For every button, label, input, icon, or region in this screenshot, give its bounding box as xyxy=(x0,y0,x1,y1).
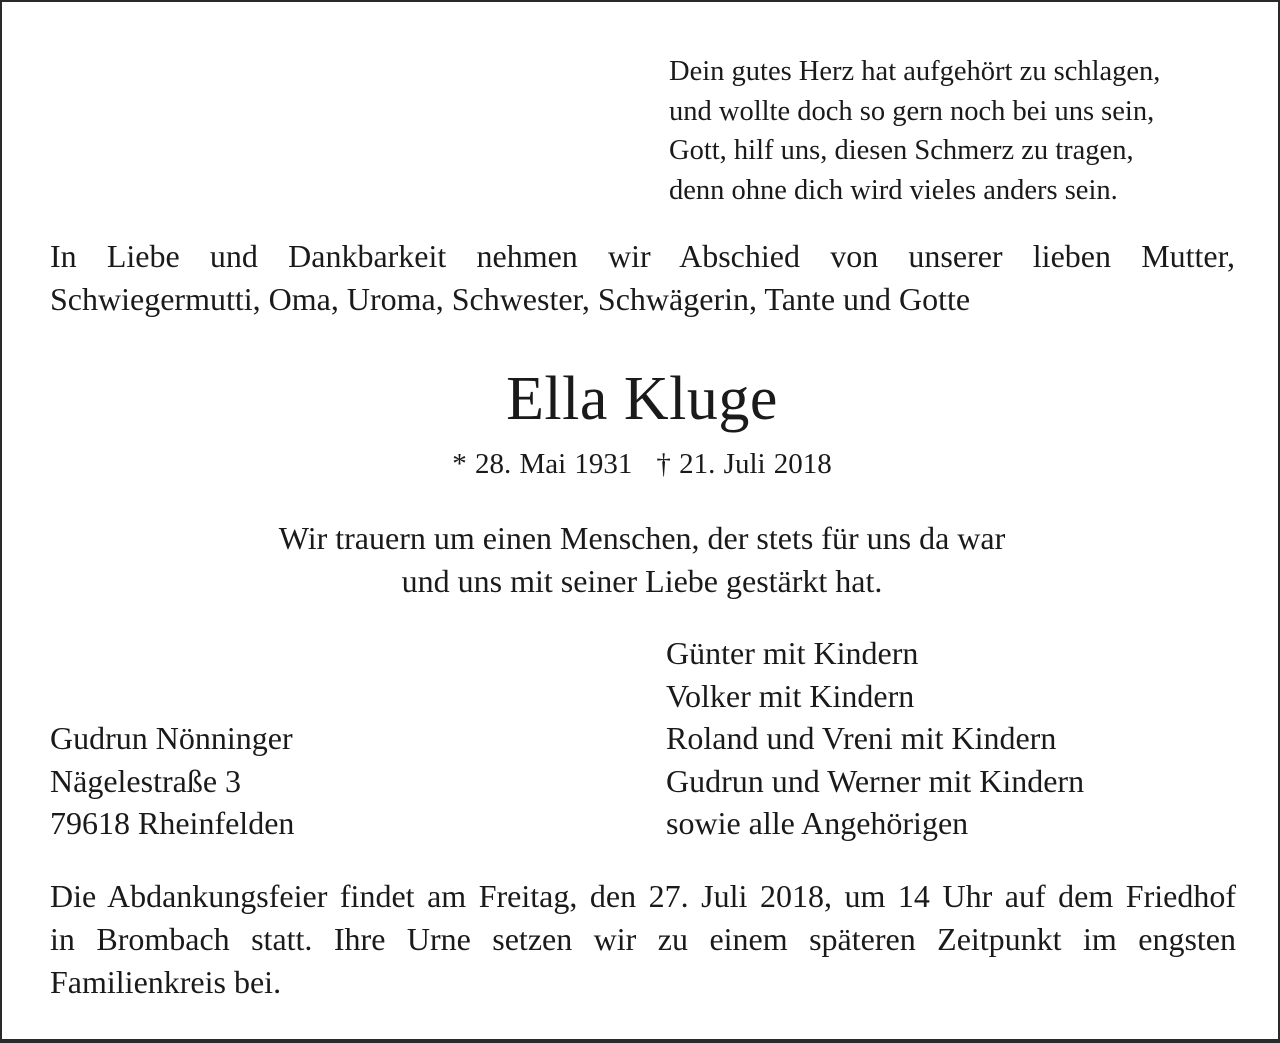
mourners-list xyxy=(666,632,1266,845)
mourner-entry: Volker mit Kindern xyxy=(666,677,915,714)
farewell-intro xyxy=(50,235,1235,321)
memorial-poem xyxy=(669,52,1249,210)
contact-city: 79618 Rheinfelden xyxy=(50,805,295,842)
funeral-service-info xyxy=(50,875,1236,1004)
tribute-line: Wir trauern um einen Menschen, der stets für uns da war xyxy=(278,520,1006,556)
poem-line: Gott, hilf uns, diesen Schmerz zu tragen, xyxy=(669,135,1134,166)
service-line: Familienkreis bei. xyxy=(50,964,282,1000)
deceased-name: Ella Kluge xyxy=(506,365,778,433)
contact-street: Nägelestraße 3 xyxy=(50,762,242,799)
poem-line: denn ohne dich wird vieles anders sein. xyxy=(669,174,1118,206)
poem-line: und wollte doch so gern noch bei uns sein, xyxy=(669,95,1155,127)
service-line: in Brombach statt. Ihre Urne setzen wir zu einem späteren Zeitpunkt im engsten xyxy=(50,921,1236,957)
mourner-entry: Gudrun und Werner mit Kindern xyxy=(666,762,1085,799)
contact-address xyxy=(50,717,550,845)
service-line: Die Abdankungsfeier findet am Freitag, den 27. Juli 2018, um 14 Uhr auf dem Friedhof xyxy=(50,878,1236,914)
birth-date: * 28. Mai 1931 xyxy=(452,448,633,480)
poem-line: Dein gutes Herz hat aufgehört zu schlagen, xyxy=(669,56,1161,87)
mourner-entry: Günter mit Kindern xyxy=(666,635,919,671)
contact-name: Gudrun Nönninger xyxy=(50,720,293,756)
mourner-entry: Roland und Vreni mit Kindern xyxy=(666,720,1057,757)
tribute-line: und uns mit seiner Liebe gestärkt hat. xyxy=(401,563,883,599)
life-dates xyxy=(2,446,1280,482)
mourner-entry: sowie alle Angehörigen xyxy=(666,805,969,842)
death-date: † 21. Juli 2018 xyxy=(656,448,832,480)
intro-line: In Liebe und Dankbarkeit nehmen wir Abschied von unserer lieben Mutter, xyxy=(50,238,1235,274)
intro-line: Schwiegermutti, Oma, Uroma, Schwester, Schwägerin, Tante und Gotte xyxy=(50,281,971,317)
tribute-text xyxy=(2,517,1280,603)
